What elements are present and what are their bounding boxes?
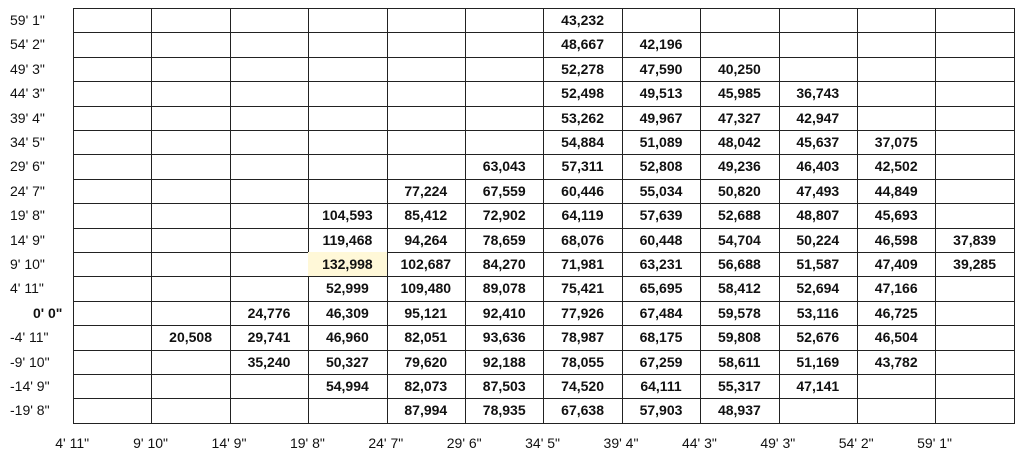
column-label: 34' 5" [525, 435, 561, 451]
table-cell [230, 154, 309, 179]
table-cell: 45,637 [779, 130, 858, 155]
table-cell: 59,578 [700, 301, 779, 326]
table-cell: 51,587 [779, 252, 858, 277]
table-cell: 78,935 [465, 398, 544, 423]
column-label: 29' 6" [446, 435, 482, 451]
table-cell [387, 8, 466, 33]
table-cell [73, 8, 152, 33]
table-cell: 39,285 [935, 252, 1014, 277]
table-cell [151, 179, 230, 204]
table-cell: 52,999 [308, 276, 387, 301]
table-cell [387, 32, 466, 57]
table-cell [387, 154, 466, 179]
table-cell: 52,694 [779, 276, 858, 301]
table-cell: 53,262 [543, 106, 622, 131]
table-cell [230, 57, 309, 82]
table-cell: 58,611 [700, 350, 779, 375]
table-cell [308, 81, 387, 106]
table-cell [230, 374, 309, 399]
table-cell: 24,776 [230, 301, 309, 326]
table-cell: 48,667 [543, 32, 622, 57]
table-cell: 72,902 [465, 203, 544, 228]
row-label: 39' 4" [10, 109, 45, 126]
table-cell: 46,960 [308, 325, 387, 350]
table-cell [73, 252, 152, 277]
table-cell: 49,236 [700, 154, 779, 179]
table-cell [308, 154, 387, 179]
table-cell [73, 276, 152, 301]
table-cell [151, 301, 230, 326]
table-cell: 79,620 [387, 350, 466, 375]
table-cell: 63,043 [465, 154, 544, 179]
table-cell [151, 8, 230, 33]
table-cell [935, 179, 1014, 204]
table-cell: 47,327 [700, 106, 779, 131]
table-cell [935, 374, 1014, 399]
table-cell [151, 252, 230, 277]
table-cell [935, 398, 1014, 423]
table-cell: 49,967 [622, 106, 701, 131]
table-cell [73, 301, 152, 326]
table-cell [151, 398, 230, 423]
table-cell: 51,089 [622, 130, 701, 155]
table-cell: 78,055 [543, 350, 622, 375]
row-label: 34' 5" [10, 134, 45, 150]
table-cell: 52,676 [779, 325, 858, 350]
table-cell: 67,638 [543, 398, 622, 423]
column-label: 4' 11" [55, 435, 90, 451]
row-label: 4' 11" [10, 280, 44, 297]
table-cell: 50,327 [308, 350, 387, 375]
table-cell [387, 130, 466, 155]
table-cell [230, 228, 309, 253]
table-cell [73, 325, 152, 350]
table-cell [465, 57, 544, 82]
table-cell: 47,493 [779, 179, 858, 204]
table-cell: 87,994 [387, 398, 466, 423]
table-cell [387, 81, 466, 106]
table-cell: 51,169 [779, 350, 858, 375]
table-cell: 49,513 [622, 81, 701, 106]
table-cell [73, 57, 152, 82]
table-cell [935, 203, 1014, 228]
table-cell: 20,508 [151, 325, 230, 350]
table-cell [935, 32, 1014, 57]
table-cell: 119,468 [308, 228, 387, 253]
table-cell: 47,409 [857, 252, 936, 277]
table-cell [779, 57, 858, 82]
row-label: 29' 6" [10, 158, 45, 175]
table-cell: 94,264 [387, 228, 466, 253]
table-cell: 43,782 [857, 350, 936, 375]
table-cell: 36,743 [779, 81, 858, 106]
table-cell: 109,480 [387, 276, 466, 301]
table-cell [935, 57, 1014, 82]
table-cell: 48,937 [700, 398, 779, 423]
table-cell [622, 8, 701, 33]
table-cell [230, 398, 309, 423]
row-label: 54' 2" [10, 36, 45, 53]
table-cell: 57,639 [622, 203, 701, 228]
table-cell [857, 81, 936, 106]
table-cell: 92,410 [465, 301, 544, 326]
table-cell: 37,075 [857, 130, 936, 155]
table-cell [308, 179, 387, 204]
table-cell [230, 130, 309, 155]
row-label: 19' 8" [10, 207, 45, 224]
table-cell [73, 398, 152, 423]
table-cell [857, 8, 936, 33]
table-cell [151, 374, 230, 399]
table-cell [151, 130, 230, 155]
table-cell [935, 325, 1014, 350]
table-cell [700, 32, 779, 57]
table-cell: 54,884 [543, 130, 622, 155]
table-cell [387, 57, 466, 82]
table-cell: 55,034 [622, 179, 701, 204]
table-cell [73, 350, 152, 375]
table-cell [73, 374, 152, 399]
table-cell [73, 228, 152, 253]
table-cell: 44,849 [857, 179, 936, 204]
table-cell: 64,119 [543, 203, 622, 228]
table-cell: 46,504 [857, 325, 936, 350]
table-cell: 55,317 [700, 374, 779, 399]
table-cell: 68,175 [622, 325, 701, 350]
table-cell [230, 203, 309, 228]
table-cell: 48,042 [700, 130, 779, 155]
table-cell: 54,704 [700, 228, 779, 253]
column-label: 9' 10" [133, 435, 169, 451]
table-cell: 95,121 [387, 301, 466, 326]
column-label: 49' 3" [760, 435, 796, 451]
table-cell [308, 130, 387, 155]
table-cell: 87,503 [465, 374, 544, 399]
table-cell: 64,111 [622, 374, 701, 399]
table-cell: 68,076 [543, 228, 622, 253]
table-cell: 56,688 [700, 252, 779, 277]
table-cell: 60,446 [543, 179, 622, 204]
table-cell [73, 81, 152, 106]
table-cell [230, 8, 309, 33]
table-cell: 89,078 [465, 276, 544, 301]
table-cell [151, 228, 230, 253]
row-label: -19' 8" [10, 402, 50, 419]
table-cell: 48,807 [779, 203, 858, 228]
table-cell [935, 8, 1014, 33]
table-cell: 82,051 [387, 325, 466, 350]
table-cell [151, 350, 230, 375]
table-cell: 82,073 [387, 374, 466, 399]
table-cell [230, 81, 309, 106]
table-cell: 67,484 [622, 301, 701, 326]
table-cell [230, 32, 309, 57]
table-cell: 78,659 [465, 228, 544, 253]
table-cell: 53,116 [779, 301, 858, 326]
table-cell: 50,224 [779, 228, 858, 253]
table-cell: 43,232 [543, 8, 622, 33]
table-cell [151, 106, 230, 131]
table-cell [935, 301, 1014, 326]
table-cell: 52,688 [700, 203, 779, 228]
table-cell [308, 32, 387, 57]
table-cell [73, 32, 152, 57]
table-cell: 67,559 [465, 179, 544, 204]
table-cell: 35,240 [230, 350, 309, 375]
table-cell [230, 276, 309, 301]
row-label: 49' 3" [10, 60, 45, 77]
row-label: -4' 11" [10, 329, 49, 346]
table-cell [151, 32, 230, 57]
table-cell: 37,839 [935, 228, 1014, 253]
table-cell: 46,598 [857, 228, 936, 253]
table-cell [308, 398, 387, 423]
row-label: 24' 7" [10, 182, 45, 199]
column-label: 59' 1" [917, 435, 953, 451]
table-cell: 75,421 [543, 276, 622, 301]
table-cell [935, 276, 1014, 301]
table-cell: 63,231 [622, 252, 701, 277]
table-cell: 42,196 [622, 32, 701, 57]
table-cell: 46,725 [857, 301, 936, 326]
table-cell [308, 57, 387, 82]
table-cell [73, 154, 152, 179]
table-cell [387, 106, 466, 131]
table-cell: 74,520 [543, 374, 622, 399]
table-cell [935, 154, 1014, 179]
table-cell [465, 8, 544, 33]
table-cell: 45,985 [700, 81, 779, 106]
table-cell: 92,188 [465, 350, 544, 375]
table-cell: 78,987 [543, 325, 622, 350]
table-cell: 52,808 [622, 154, 701, 179]
table-cell: 85,412 [387, 203, 466, 228]
table-cell: 60,448 [622, 228, 701, 253]
table-cell [935, 130, 1014, 155]
table-cell: 57,903 [622, 398, 701, 423]
table-cell: 93,636 [465, 325, 544, 350]
column-label: 14' 9" [211, 435, 247, 451]
table-cell [700, 8, 779, 33]
table-cell: 42,947 [779, 106, 858, 131]
table-cell: 84,270 [465, 252, 544, 277]
table-cell [465, 81, 544, 106]
table-cell [151, 154, 230, 179]
table-cell [857, 106, 936, 131]
table-cell [857, 57, 936, 82]
table-cell: 52,498 [543, 81, 622, 106]
row-label: 0' 0" [33, 304, 63, 321]
table-cell [308, 106, 387, 131]
row-label: 14' 9" [10, 231, 45, 248]
table-cell: 59,808 [700, 325, 779, 350]
table-cell: 102,687 [387, 252, 466, 277]
table-cell [857, 398, 936, 423]
row-label: -9' 10" [10, 353, 50, 370]
table-cell: 77,224 [387, 179, 466, 204]
table-cell [151, 57, 230, 82]
table-cell [151, 276, 230, 301]
table-cell: 104,593 [308, 203, 387, 228]
table-cell: 57,311 [543, 154, 622, 179]
table-cell [308, 8, 387, 33]
table-cell [73, 106, 152, 131]
table-cell [779, 8, 858, 33]
row-label: -14' 9" [10, 378, 50, 394]
table-cell: 54,994 [308, 374, 387, 399]
column-label: 44' 3" [681, 435, 717, 451]
table-cell [465, 106, 544, 131]
table-cell [465, 32, 544, 57]
table-cell: 29,741 [230, 325, 309, 350]
table-cell [73, 179, 152, 204]
table-cell [935, 350, 1014, 375]
column-label: 24' 7" [368, 435, 404, 451]
table-cell: 47,141 [779, 374, 858, 399]
table-cell [935, 81, 1014, 106]
table-cell: 40,250 [700, 57, 779, 82]
table-cell [935, 106, 1014, 131]
column-label: 54' 2" [838, 435, 874, 451]
table-cell: 58,412 [700, 276, 779, 301]
row-label: 59' 1" [10, 12, 45, 28]
table-cell: 52,278 [543, 57, 622, 82]
column-label: 39' 4" [603, 435, 639, 451]
table-cell: 67,259 [622, 350, 701, 375]
table-cell: 42,502 [857, 154, 936, 179]
column-label: 19' 8" [289, 435, 325, 451]
table-cell: 77,926 [543, 301, 622, 326]
table-cell [779, 398, 858, 423]
table-cell: 71,981 [543, 252, 622, 277]
table-cell: 45,693 [857, 203, 936, 228]
table-cell: 65,695 [622, 276, 701, 301]
table-cell [151, 81, 230, 106]
table-cell [151, 203, 230, 228]
table-cell [73, 130, 152, 155]
row-label: 9' 10" [10, 256, 45, 272]
table-cell [465, 130, 544, 155]
table-cell [230, 106, 309, 131]
table-cell [73, 203, 152, 228]
table-cell: 132,998 [308, 252, 387, 277]
table-cell: 50,820 [700, 179, 779, 204]
table-cell [779, 32, 858, 57]
table-cell: 46,403 [779, 154, 858, 179]
table-cell: 46,309 [308, 301, 387, 326]
table-cell [230, 179, 309, 204]
row-label: 44' 3" [10, 85, 45, 102]
table-cell: 47,590 [622, 57, 701, 82]
table-cell [857, 374, 936, 399]
table-cell [857, 32, 936, 57]
table-cell [230, 252, 309, 277]
table-cell: 47,166 [857, 276, 936, 301]
